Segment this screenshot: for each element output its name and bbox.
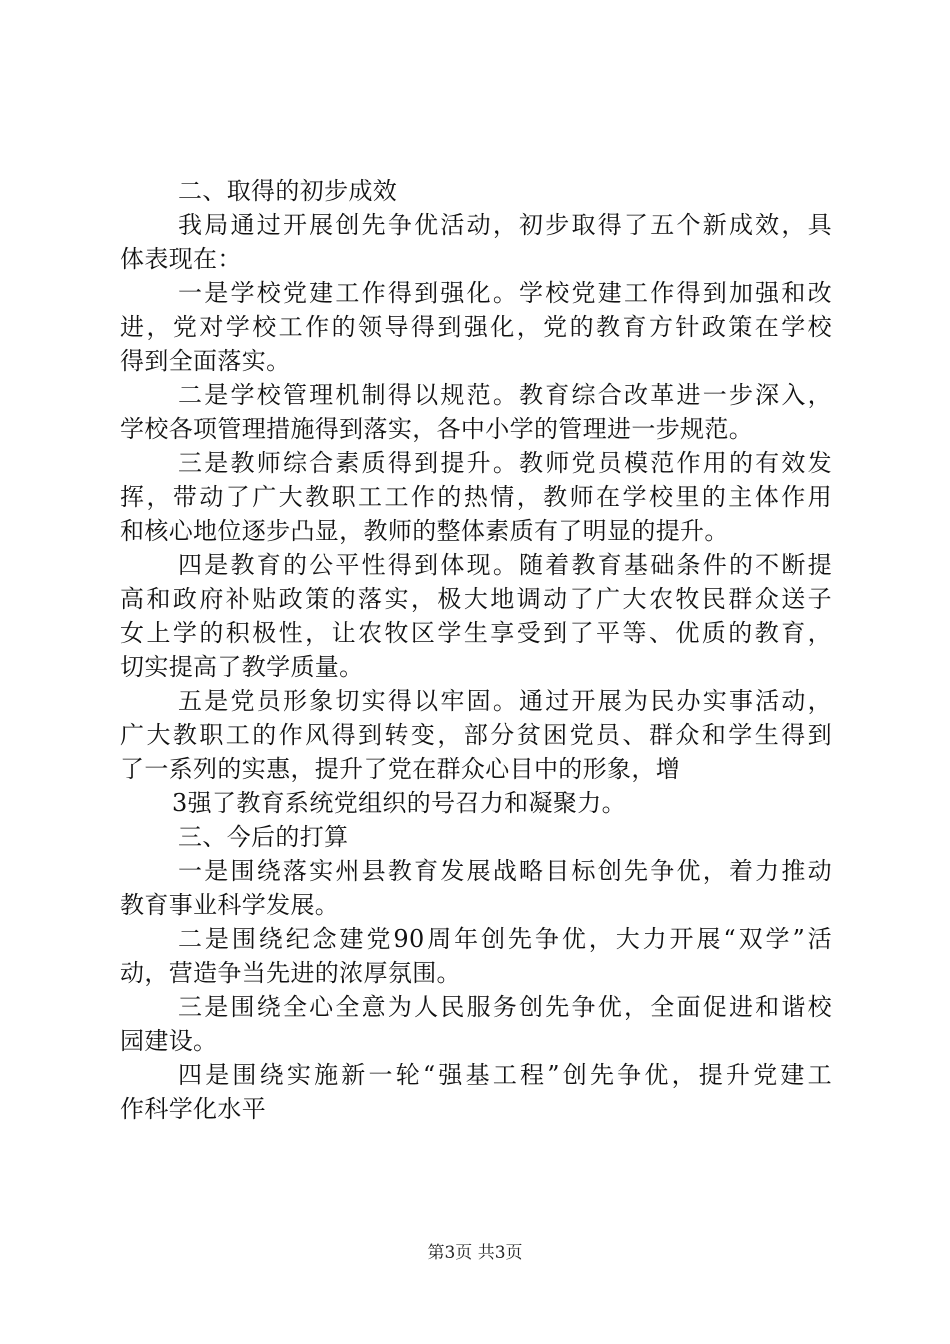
paragraph-line: 二是学校管理机制得以规范。教育综合改革进一步深入，	[178, 381, 832, 409]
paragraph-line: 学校各项管理措施得到落实，各中小学的管理进一步规范。	[120, 415, 754, 443]
paragraph-line: 三是教师综合素质得到提升。教师党员模范作用的有效发	[178, 449, 832, 477]
paragraph-line: 一是围绕落实州县教育发展战略目标创先争优，着力推动	[178, 857, 832, 885]
paragraph-line: 3强了教育系统党组织的号召力和凝聚力。	[172, 789, 626, 817]
paragraph-line: 动，营造争当先进的浓厚氛围。	[120, 959, 461, 987]
paragraph-line: 高和政府补贴政策的落实，极大地调动了广大农牧民群众送子	[120, 585, 832, 613]
paragraph-line: 切实提高了教学质量。	[120, 653, 364, 681]
paragraph-line: 二是围绕纪念建党90周年创先争优，大力开展“双学”活	[178, 925, 832, 953]
paragraph-line: 三是围绕全心全意为人民服务创先争优，全面促进和谐校	[178, 993, 832, 1021]
paragraph-line: 广大教职工的作风得到转变，部分贫困党员、群众和学生得到	[120, 721, 832, 749]
paragraph-line: 五是党员形象切实得以牢固。通过开展为民办实事活动，	[178, 687, 832, 715]
section-heading-future-plans: 三、今后的打算	[178, 823, 349, 851]
page-footer: 第3页 共3页	[427, 1243, 523, 1263]
paragraph-line: 教育事业科学发展。	[120, 891, 340, 919]
paragraph-line: 得到全面落实。	[120, 347, 291, 375]
paragraph-line: 和核心地位逐步凸显，教师的整体素质有了明显的提升。	[120, 517, 729, 545]
document-body	[120, 174, 832, 1126]
paragraph-line: 体表现在：	[120, 245, 242, 273]
paragraph-line: 四是围绕实施新一轮“强基工程”创先争优，提升党建工	[178, 1061, 832, 1089]
section-heading-achievements: 二、取得的初步成效	[178, 177, 398, 205]
paragraph-line: 园建设。	[120, 1027, 218, 1055]
paragraph-line: 作科学化水平	[120, 1095, 267, 1123]
paragraph-line: 四是教育的公平性得到体现。随着教育基础条件的不断提	[178, 551, 832, 579]
paragraph-line: 我局通过开展创先争优活动，初步取得了五个新成效，具	[178, 211, 832, 239]
paragraph-line: 挥，带动了广大教职工工作的热情，教师在学校里的主体作用	[120, 483, 832, 511]
paragraph-line: 了一系列的实惠，提升了党在群众心目中的形象，增	[120, 755, 681, 783]
paragraph-line: 进，党对学校工作的领导得到强化，党的教育方针政策在学校	[120, 313, 832, 341]
paragraph-line: 一是学校党建工作得到强化。学校党建工作得到加强和改	[178, 279, 832, 307]
paragraph-line: 女上学的积极性，让农牧区学生享受到了平等、优质的教育，	[120, 619, 832, 647]
